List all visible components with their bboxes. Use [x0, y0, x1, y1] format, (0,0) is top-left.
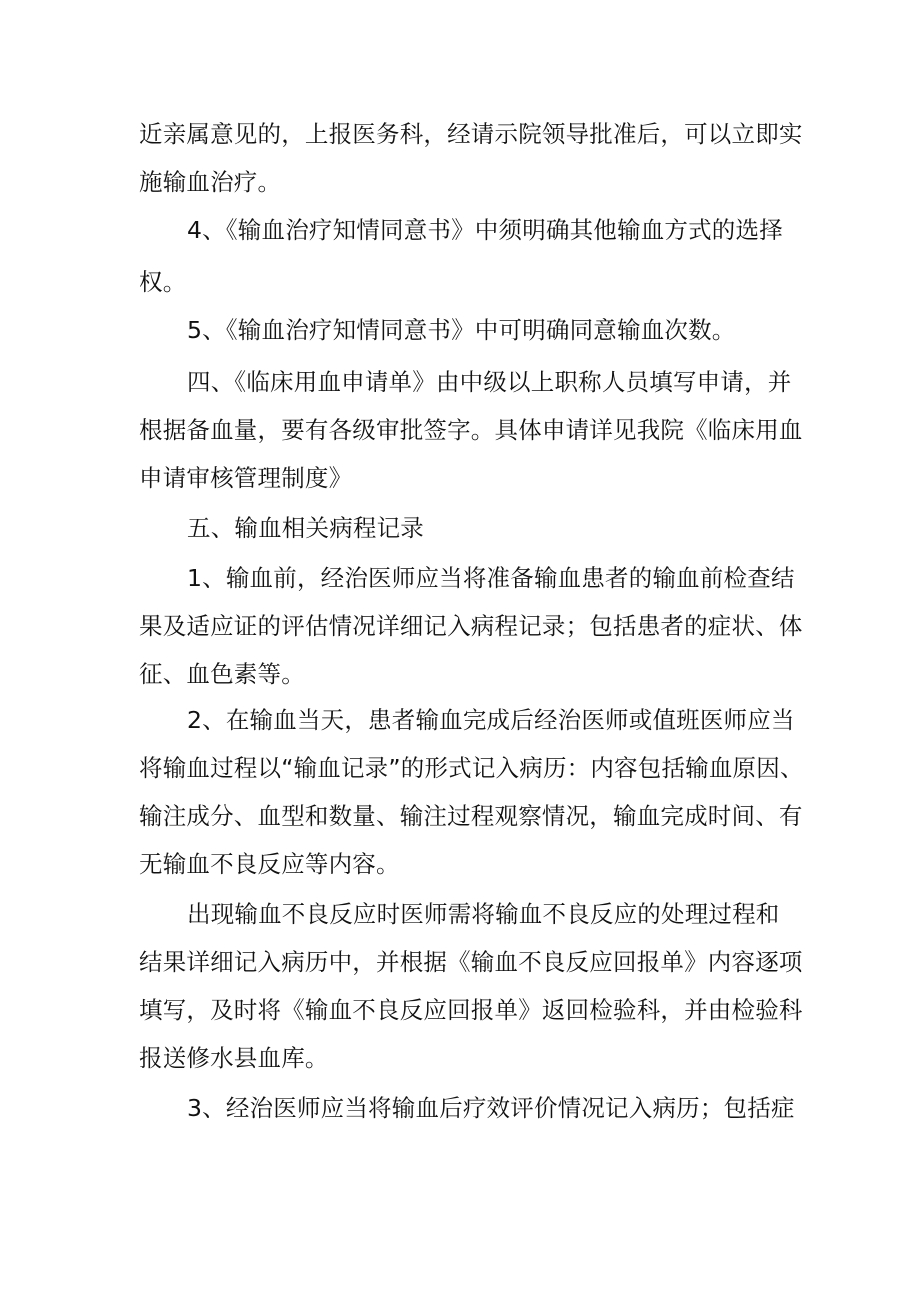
- paragraph-line: 输注成分、血型和数量、输注过程观察情况，输血完成时间、有: [139, 802, 803, 830]
- paragraph-line: 无输血不良反应等内容。: [139, 850, 400, 878]
- paragraph-line: 征、血色素等。: [139, 660, 305, 688]
- paragraph-line: 报送修水县血库。: [139, 1044, 329, 1072]
- paragraph-line: 1、输血前，经治医师应当将准备输血患者的输血前检查结: [187, 564, 795, 592]
- paragraph-line: 将输血过程以“输血记录”的形式记入病历：内容包括输血原因、: [139, 754, 804, 782]
- section-heading: 五、输血相关病程记录: [187, 514, 424, 542]
- paragraph-line: 申请审核管理制度》: [139, 464, 353, 492]
- paragraph-line: 四、《临床用血申请单》由中级以上职称人员填写申请，并: [187, 368, 792, 396]
- paragraph-line: 根据备血量，要有各级审批签字。具体申请详见我院《临床用血: [139, 416, 803, 444]
- paragraph-line: 施输血治疗。: [139, 168, 282, 196]
- paragraph-line: 果及适应证的评估情况详细记入病程记录；包括患者的症状、体: [139, 612, 803, 640]
- paragraph-line: 5、《输血治疗知情同意书》中可明确同意输血次数。: [187, 316, 736, 344]
- paragraph-line: 出现输血不良反应时医师需将输血不良反应的处理过程和: [187, 900, 780, 928]
- paragraph-line: 结果详细记入病历中，并根据《输血不良反应回报单》内容逐项: [139, 948, 803, 976]
- paragraph-line: 权。: [139, 268, 187, 296]
- paragraph-line: 2、在输血当天，患者输血完成后经治医师或值班医师应当: [187, 706, 795, 734]
- paragraph-line: 4、《输血治疗知情同意书》中须明确其他输血方式的选择: [187, 216, 783, 244]
- paragraph-line: 填写，及时将《输血不良反应回报单》返回检验科，并由检验科: [139, 996, 803, 1024]
- paragraph-line: 近亲属意见的，上报医务科，经请示院领导批准后，可以立即实: [139, 120, 803, 148]
- paragraph-line: 3、经治医师应当将输血后疗效评价情况记入病历；包括症: [187, 1094, 795, 1122]
